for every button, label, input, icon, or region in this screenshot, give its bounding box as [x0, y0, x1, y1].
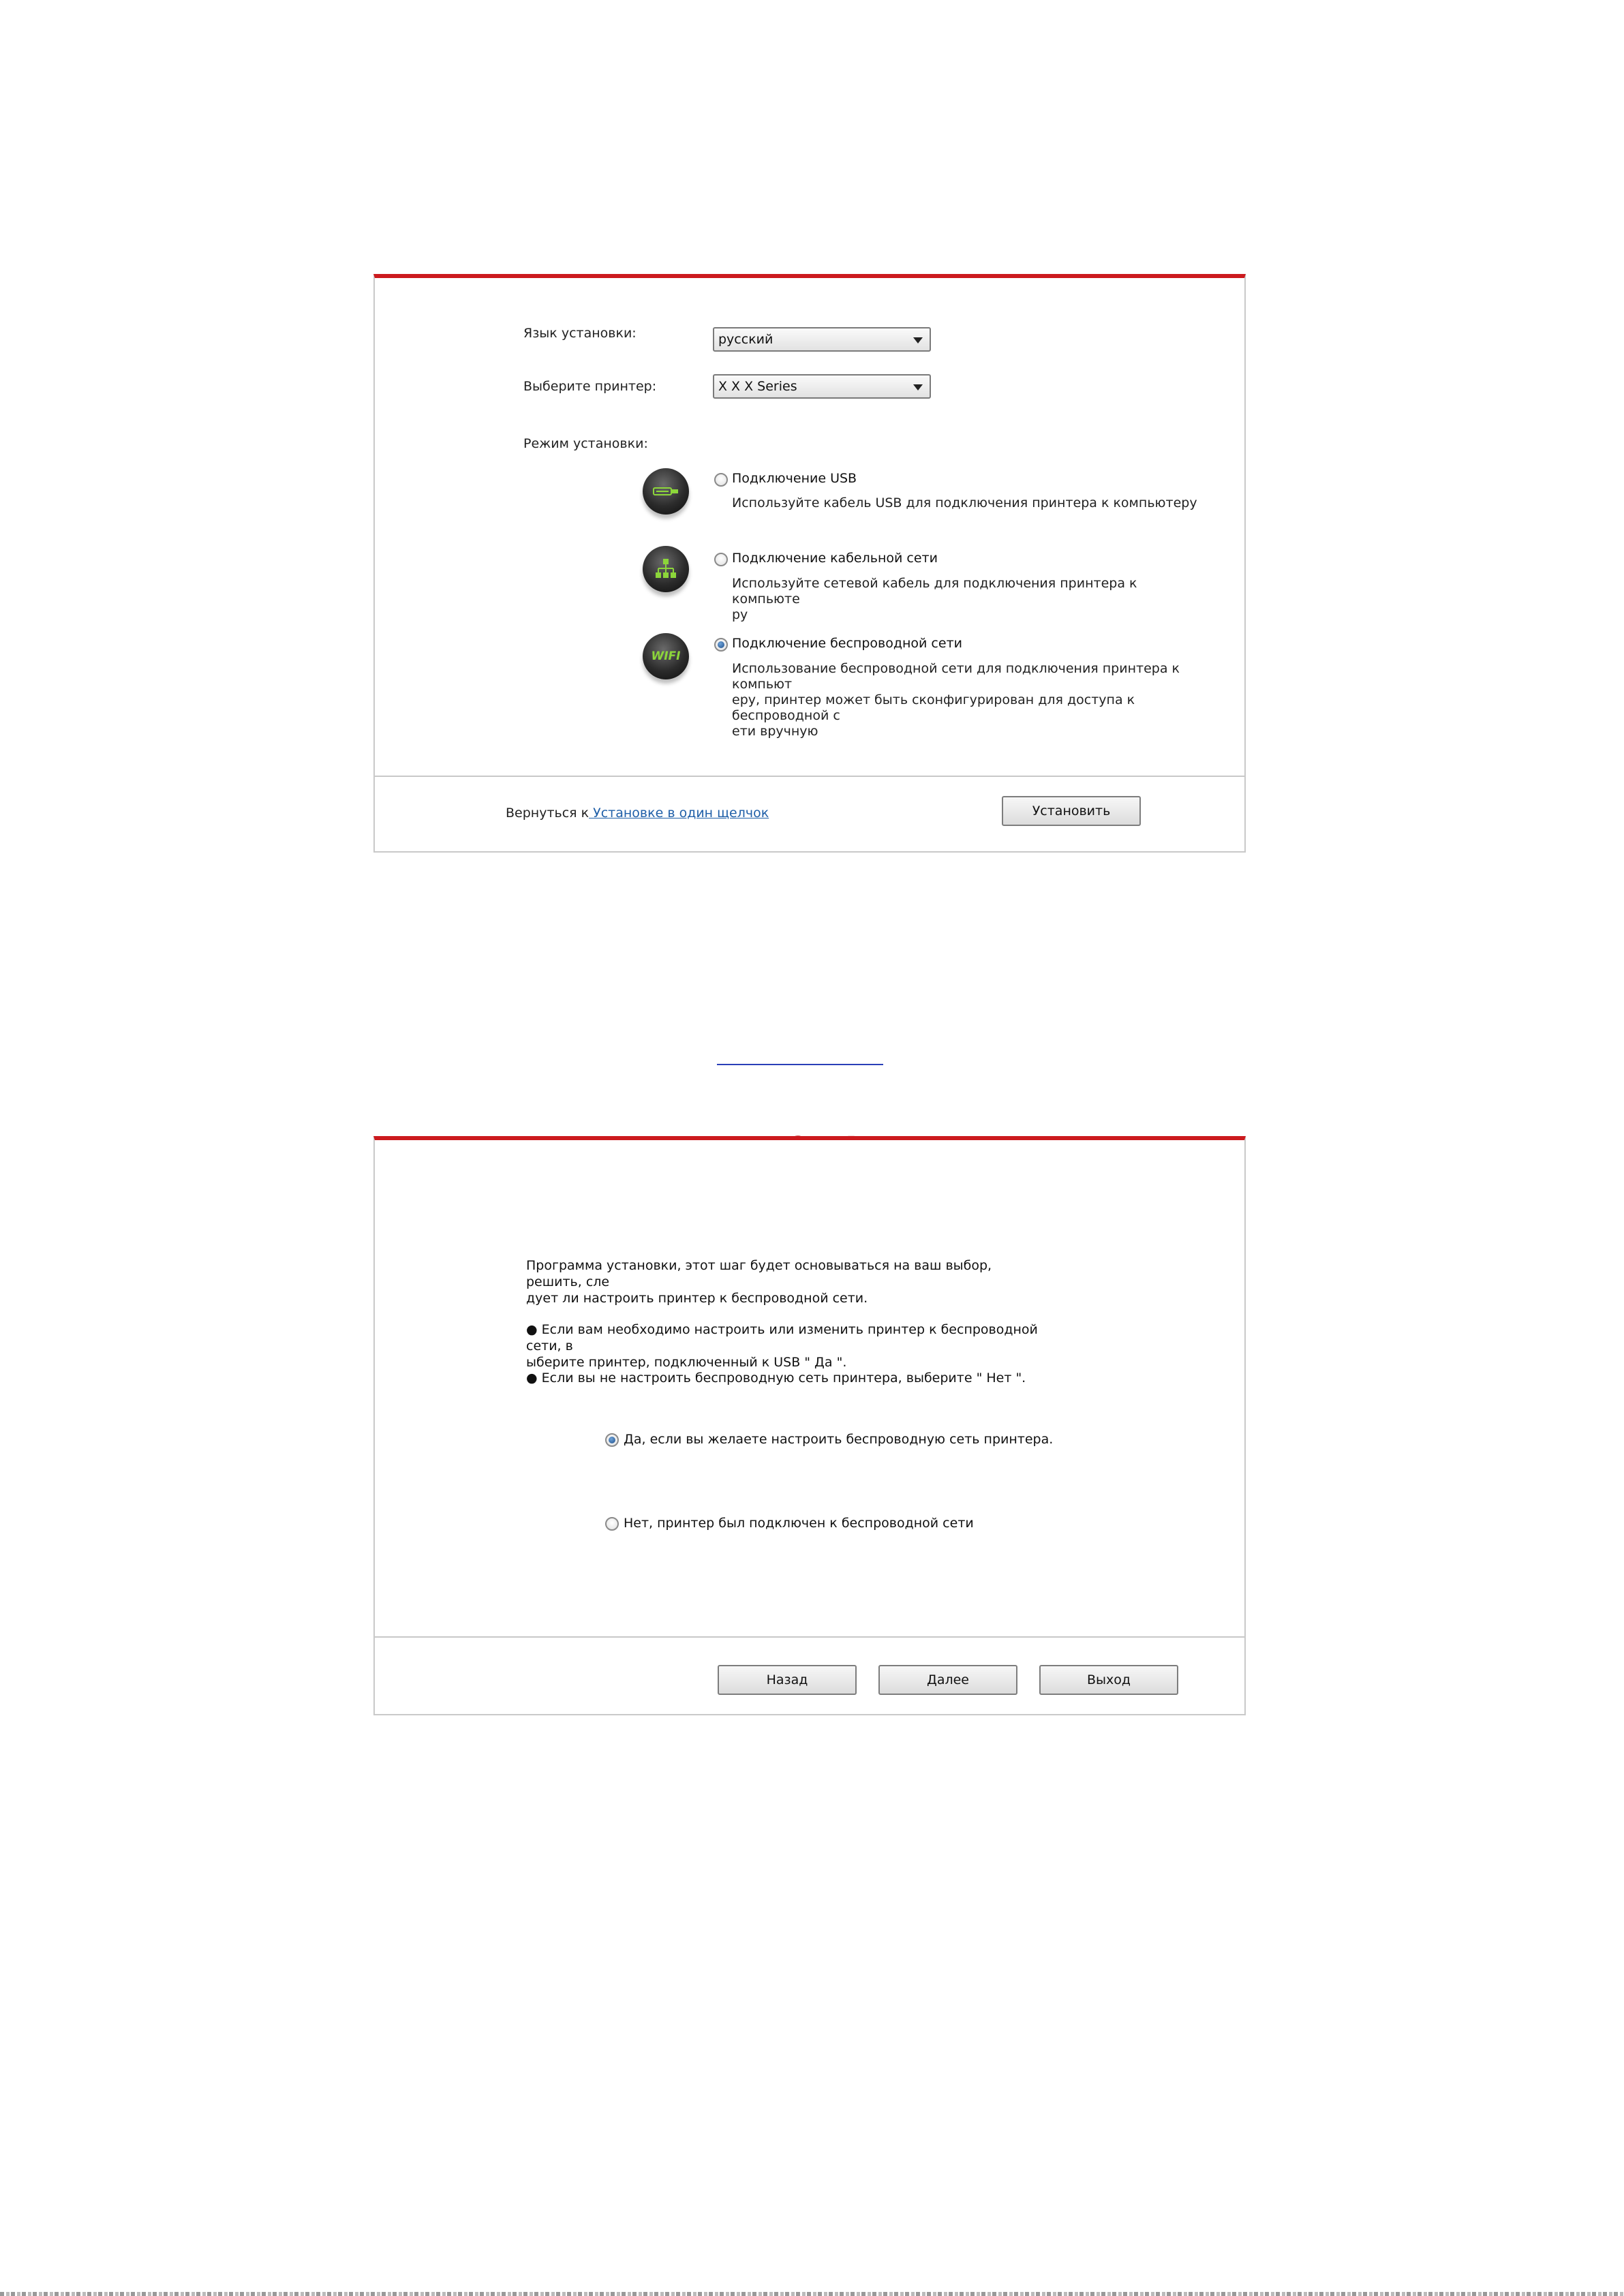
chevron-down-icon	[913, 384, 923, 391]
separator-line	[717, 1064, 883, 1065]
printer-select[interactable]	[713, 374, 931, 399]
intro-line: дует ли настроить принтер к беспроводной сети.	[526, 1291, 868, 1306]
usb-option-desc: Используйте кабель USB для подключения принтера к компьютеру	[732, 495, 1197, 510]
usb-option-title[interactable]: Подключение USB	[732, 471, 857, 486]
exit-button[interactable]: Выход	[1039, 1665, 1178, 1695]
intro-line: Программа установки, этот шаг будет основываться на ваш выбор, решить, сле	[526, 1258, 992, 1289]
network-icon	[643, 546, 689, 592]
language-select[interactable]	[713, 327, 931, 352]
wifi-icon-text: WIFI	[651, 649, 681, 663]
desc-line: ети вручную	[732, 724, 818, 739]
wired-network-radio[interactable]	[714, 553, 728, 566]
usb-icon	[643, 468, 689, 515]
footer-divider	[375, 776, 1244, 777]
wired-network-option-desc	[732, 576, 1202, 623]
one-click-install-link[interactable]: Установке в один щелчок	[589, 806, 769, 821]
desc-line: Использование беспроводной сети для подключения принтера к компьют	[732, 661, 1180, 692]
install-mode-label: Режим установки:	[523, 436, 648, 451]
yes-radio[interactable]	[605, 1433, 619, 1447]
bullet-line: ● Если вам необходимо настроить или изменить принтер к беспроводной сети, в	[526, 1322, 1038, 1353]
bullet-change-wireless	[526, 1321, 1044, 1371]
no-radio[interactable]	[605, 1517, 619, 1531]
printer-label: Выберите принтер:	[523, 379, 657, 394]
chevron-down-icon	[913, 337, 923, 343]
wireless-network-option-desc	[732, 661, 1202, 739]
back-to-text	[506, 806, 769, 821]
install-button[interactable]: Установить	[1002, 796, 1141, 826]
printer-select-value: X X X Series	[718, 379, 797, 394]
bullet-line: ыберите принтер, подключенный к USB " Да ".	[526, 1355, 847, 1370]
wireless-network-radio[interactable]	[714, 638, 728, 652]
usb-radio[interactable]	[714, 473, 728, 487]
bullet-no-wireless: ● Если вы не настроить беспроводную сеть принтера, выберите " Нет ".	[526, 1371, 1026, 1386]
intro-text	[526, 1257, 1044, 1306]
no-option-label[interactable]: Нет, принтер был подключен к беспроводной сети	[624, 1516, 974, 1531]
desc-line: ру	[732, 607, 748, 622]
wifi-icon	[643, 633, 689, 679]
yes-option-label[interactable]: Да, если вы желаете настроить беспроводную сеть принтера.	[624, 1432, 1054, 1447]
install-mode-dialog	[373, 274, 1246, 853]
desc-line: Используйте сетевой кабель для подключения принтера к компьюте	[732, 576, 1137, 607]
desc-line: еру, принтер может быть сконфигурирован для доступа к беспроводной с	[732, 692, 1135, 723]
back-to-label: Вернуться к	[506, 806, 589, 821]
back-button[interactable]: Назад	[718, 1665, 857, 1695]
footer-divider	[375, 1636, 1244, 1638]
wireless-setup-dialog	[373, 1136, 1246, 1715]
language-label: Язык установки:	[523, 326, 637, 341]
wireless-network-option-title[interactable]: Подключение беспроводной сети	[732, 636, 962, 651]
language-select-value: русский	[718, 332, 773, 347]
page-bottom-edge	[0, 2292, 1624, 2296]
wired-network-option-title[interactable]: Подключение кабельной сети	[732, 551, 938, 566]
next-button[interactable]: Далее	[878, 1665, 1017, 1695]
